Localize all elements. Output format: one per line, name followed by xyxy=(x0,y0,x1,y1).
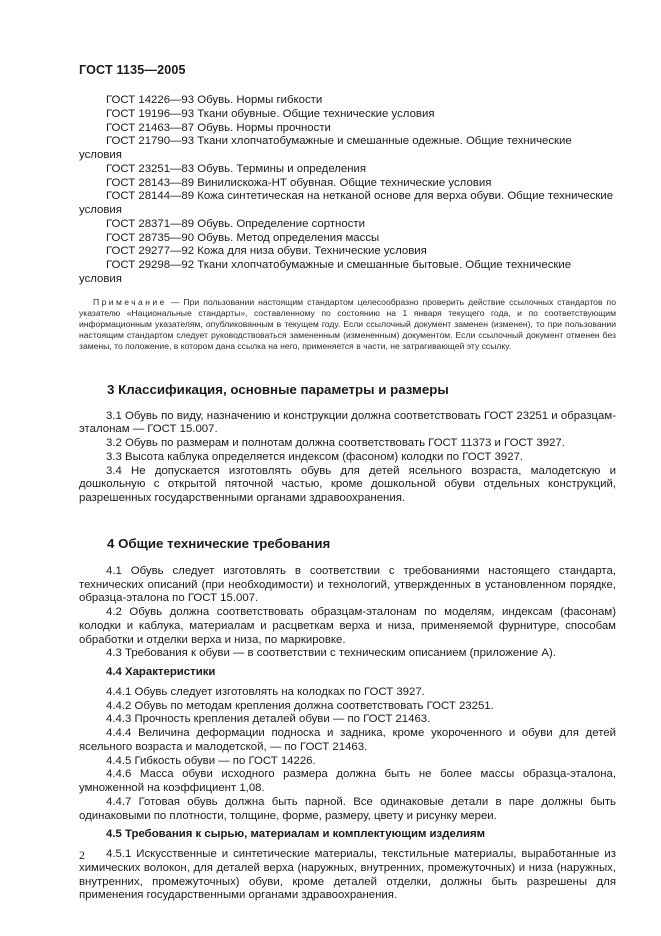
reference-item: ГОСТ 29277—92 Кожа для низа обуви. Технические условия xyxy=(106,245,427,258)
paragraph: 4.4.7 Готовая обувь должна быть парной. Все одинаковые детали в паре должны быть одинаковыми по плотности, толщине, форме, размеру, цвету и рисунку мереи. xyxy=(79,795,616,822)
page-header-standard: ГОСТ 1135—2005 xyxy=(79,63,186,77)
reference-item: ГОСТ 19196—93 Ткани обувные. Общие технические условия xyxy=(106,107,435,120)
note-text: — При пользовании настоящим стандартом целесообразно проверить действие ссылочных стандартов по указателю «Национальные стандарты», составленному по состоянию на 1 января текущего года, и по соответствующим информационным указателям, опубликованным в текущем году. Если ссылочный документ заменен (изменен), то при пользовании настоящим стандартом следует руководствоваться замененным (измененным) документом. Если ссылочный документ отменен без замены, то положение, в котором дана ссылка на него, применяется в части, не затрагивающей эту ссылку. xyxy=(79,296,616,352)
paragraph: 4.1 Обувь следует изготовлять в соответствии с требованиями настоящего стандарта, технических описаний (при необходимости) и технологий, утвержденных в установленном порядке, образца-эталона по ГОСТ 15.007. xyxy=(79,564,616,605)
paragraph: 3.3 Высота каблука определяется индексом (фасоном) колодки по ГОСТ 3927. xyxy=(106,450,524,463)
paragraph: 4.4.2 Обувь по методам крепления должна соответствовать ГОСТ 23251. xyxy=(106,699,494,712)
paragraph: 4.5.1 Искусственные и синтетические материалы, текстильные материалы, выработанные из химических волокон, для деталей верха (наружных, внутренних, промежуточных) и низа (наружных, внутренних, промежуточных) обуви, кроме деталей отделки, должны быть разрешены для применения государственными органами здравоохранения. xyxy=(79,848,616,902)
paragraph: 4.4.5 Гибкость обуви — по ГОСТ 14226. xyxy=(106,754,316,767)
section-3-title: 3 Классификация, основные параметры и размеры xyxy=(107,381,449,397)
reference-item: ГОСТ 23251—83 Обувь. Термины и определения xyxy=(106,162,367,175)
reference-item: ГОСТ 14226—93 Обувь. Нормы гибкости xyxy=(106,94,323,106)
section-4-body xyxy=(79,565,616,903)
subsection-4-5-title: 4.5 Требования к сырью, материалам и комплектующим изделиям xyxy=(106,828,486,841)
reference-item: ГОСТ 29298—92 Ткани хлопчатобумажные и смешанные бытовые. Общие технические условия xyxy=(79,259,572,285)
paragraph: 4.2 Обувь должна соответствовать образцам-эталонам по моделям, индексам (фасонам) колодки и каблука, материалам и расцветкам верха и низа, применяемой фурнитуре, способам обработки и отделки верха и низа, по маркировке. xyxy=(79,606,616,646)
paragraph: 4.4.1 Обувь следует изготовлять на колодках по ГОСТ 3927. xyxy=(106,685,425,698)
reference-item: ГОСТ 28371—89 Обувь. Определение сортности xyxy=(106,217,365,230)
paragraph: 3.2 Обувь по размерам и полнотам должна соответствовать ГОСТ 11373 и ГОСТ 3927. xyxy=(106,437,565,450)
section-3-body xyxy=(79,410,616,506)
note-label: Примечание xyxy=(93,296,167,307)
paragraph: 4.4.3 Прочность крепления деталей обуви — по ГОСТ 21463. xyxy=(106,713,431,726)
paragraph: 4.4.4 Величина деформации подноска и задника, кроме укороченного и обуви для детей ясельного возраста и малодетской, — по ГОСТ 21463. xyxy=(79,727,616,753)
reference-item: ГОСТ 28144—89 Кожа синтетическая на нетканой основе для верха обуви. Общие технические условия xyxy=(79,190,614,216)
paragraph: 4.3 Требования к обуви — в соответствии с техническим описанием (приложение А). xyxy=(106,647,556,660)
paragraph: 4.4.6 Масса обуви исходного размера должна быть не более массы образца-эталона, умноженной на коэффициент 1,08. xyxy=(79,768,616,795)
page-number: 2 xyxy=(79,848,85,862)
normative-references-list xyxy=(79,94,616,287)
subsection-4-4-title: 4.4 Характеристики xyxy=(106,666,216,679)
paragraph: 3.4 Не допускается изготовлять обувь для детей ясельного возраста, малодетскую и дошкольную с открытой пяточной частью, кроме дошкольной обуви отдельных конструкций, разрешенных государственными органами здравоохранения. xyxy=(79,464,616,505)
reference-item: ГОСТ 28143—89 Винилискожа-НТ обувная. Общие технические условия xyxy=(106,176,492,189)
note-block xyxy=(79,297,616,353)
paragraph: 3.1 Обувь по виду, назначению и конструкции должна соответствовать ГОСТ 23251 и образцам-эталонам — ГОСТ 15.007. xyxy=(79,409,616,436)
reference-item: ГОСТ 21790—93 Ткани хлопчатобумажные и смешанные одежные. Общие технические условия xyxy=(79,135,572,161)
reference-item: ГОСТ 28735—90 Обувь. Метод определения массы xyxy=(106,231,380,244)
page-content xyxy=(79,94,616,903)
section-4-title: 4 Общие технические требования xyxy=(107,535,331,551)
reference-item: ГОСТ 21463—87 Обувь. Нормы прочности xyxy=(106,121,331,134)
